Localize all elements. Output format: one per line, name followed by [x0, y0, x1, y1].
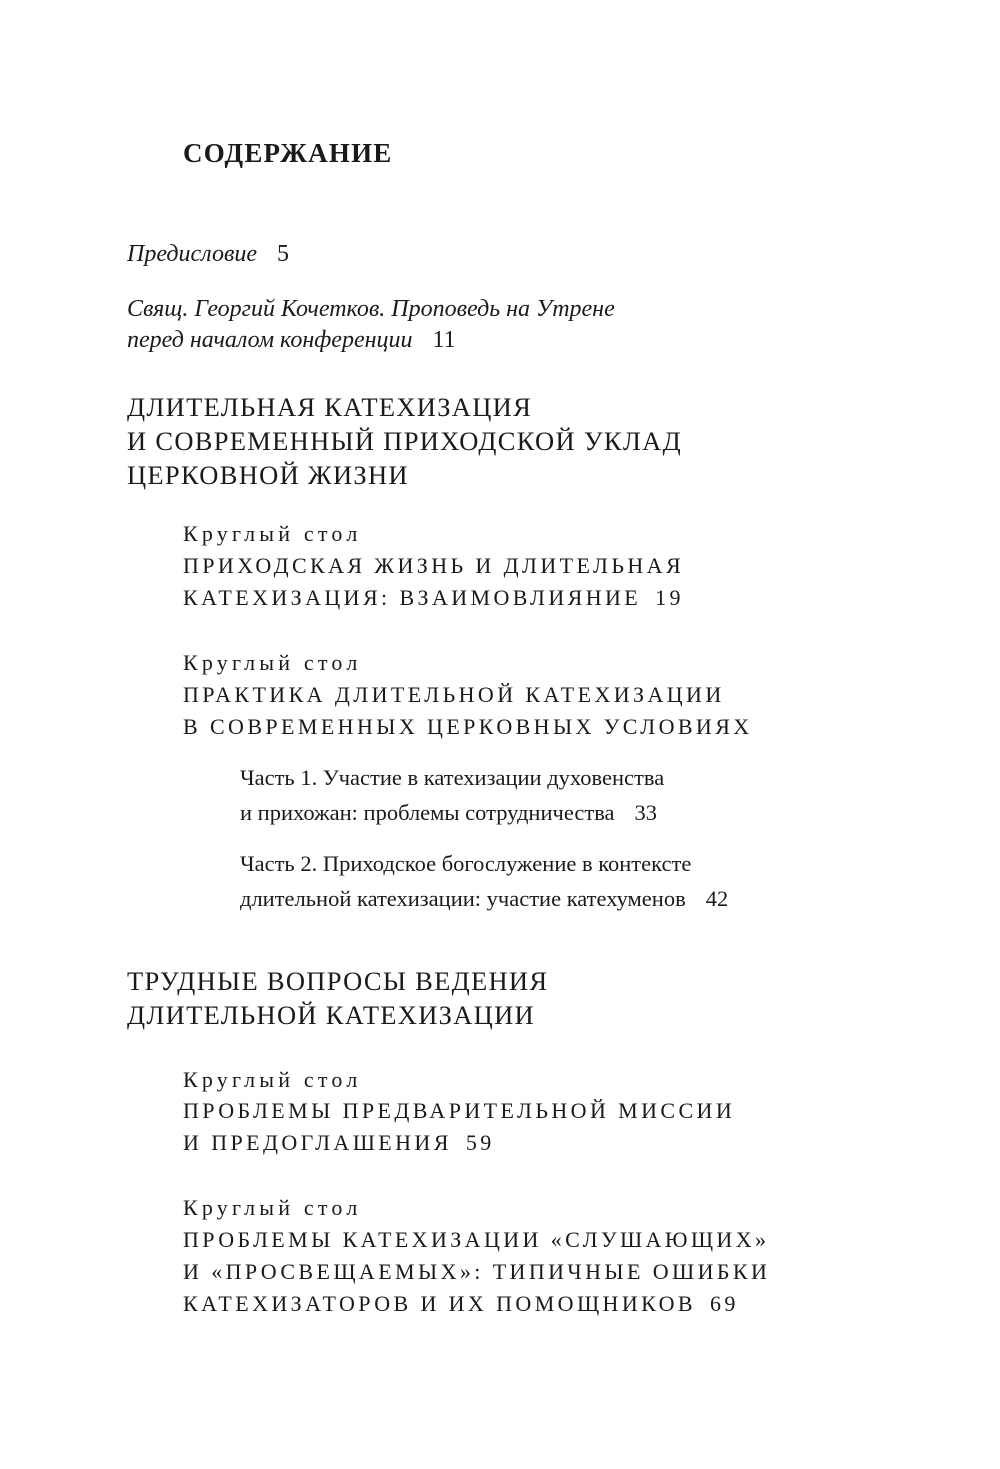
- roundtable-label: Круглый стол: [183, 1195, 362, 1220]
- entry-title: перед началом конференции: [127, 327, 413, 353]
- page-number: 5: [277, 241, 290, 267]
- entry-title-line: Часть 2. Приходское богослужение в контексте: [240, 851, 692, 876]
- section-heading-line: И СОВРЕМЕННЫЙ ПРИХОДСКОЙ УКЛАД: [127, 426, 682, 456]
- roundtable-label: Круглый стол: [183, 650, 362, 675]
- roundtable-label: Круглый стол: [183, 1067, 362, 1092]
- section-heading-1: [127, 390, 682, 492]
- page-number: 42: [705, 886, 729, 911]
- page-number: 19: [655, 585, 684, 610]
- page-number: 33: [634, 800, 658, 825]
- entry-title-line: КАТЕХИЗАТОРОВ И ИХ ПОМОЩНИКОВ 69: [183, 1291, 739, 1316]
- entry-title-line: И ПРЕДОГЛАШЕНИЯ 59: [183, 1130, 495, 1155]
- toc-entry-sermon-line1[interactable]: Свящ. Георгий Кочетков. Проповедь на Утрене: [127, 296, 615, 322]
- entry-title-line: ПРИХОДСКАЯ ЖИЗНЬ И ДЛИТЕЛЬНАЯ: [183, 553, 685, 578]
- entry-title-line: КАТЕХИЗАЦИЯ: ВЗАИМОВЛИЯНИЕ 19: [183, 585, 684, 610]
- toc-entry-sermon-line2[interactable]: [127, 327, 456, 354]
- toc-entry-roundtable[interactable]: [183, 1095, 735, 1159]
- roundtable-label: Круглый стол: [183, 521, 362, 546]
- toc-entry-part-1[interactable]: [240, 760, 664, 830]
- section-heading-line: ЦЕРКОВНОЙ ЖИЗНИ: [127, 460, 409, 490]
- toc-entry-preface[interactable]: [127, 241, 289, 268]
- page-number: 59: [465, 1130, 495, 1155]
- entry-title-line: ПРОБЛЕМЫ ПРЕДВАРИТЕЛЬНОЙ МИССИИ: [183, 1098, 736, 1123]
- entry-title-line: И «ПРОСВЕЩАЕМЫХ»: ТИПИЧНЫЕ ОШИБКИ: [183, 1259, 771, 1284]
- toc-entry-roundtable[interactable]: [183, 550, 684, 614]
- page-number: 69: [710, 1291, 739, 1316]
- section-heading-line: ДЛИТЕЛЬНОЙ КАТЕХИЗАЦИИ: [127, 1000, 535, 1030]
- toc-entry-part-2[interactable]: [240, 846, 728, 916]
- entry-title-line: ПРАКТИКА ДЛИТЕЛЬНОЙ КАТЕХИЗАЦИИ: [183, 682, 725, 707]
- entry-title-line: длительной катехизации: участие катехуменов 42: [240, 886, 729, 911]
- entry-title-line: Часть 1. Участие в катехизации духовенства: [240, 765, 665, 790]
- page-number: 11: [432, 327, 456, 353]
- entry-title-line: ПРОБЛЕМЫ КАТЕХИЗАЦИИ «СЛУШАЮЩИХ»: [183, 1227, 770, 1252]
- section-heading-line: ТРУДНЫЕ ВОПРОСЫ ВЕДЕНИЯ: [127, 966, 549, 996]
- entry-title: Предисловие: [127, 241, 258, 267]
- section-heading-line: ДЛИТЕЛЬНАЯ КАТЕХИЗАЦИЯ: [127, 392, 533, 422]
- toc-entry-roundtable[interactable]: [183, 1224, 770, 1320]
- entry-title-line: В СОВРЕМЕННЫХ ЦЕРКОВНЫХ УСЛОВИЯХ: [183, 714, 753, 739]
- toc-entry-roundtable: [183, 679, 753, 743]
- section-heading-2: [127, 964, 548, 1032]
- toc-heading: СОДЕРЖАНИЕ: [183, 138, 393, 168]
- entry-title-line: и прихожан: проблемы сотрудничества 33: [240, 800, 658, 825]
